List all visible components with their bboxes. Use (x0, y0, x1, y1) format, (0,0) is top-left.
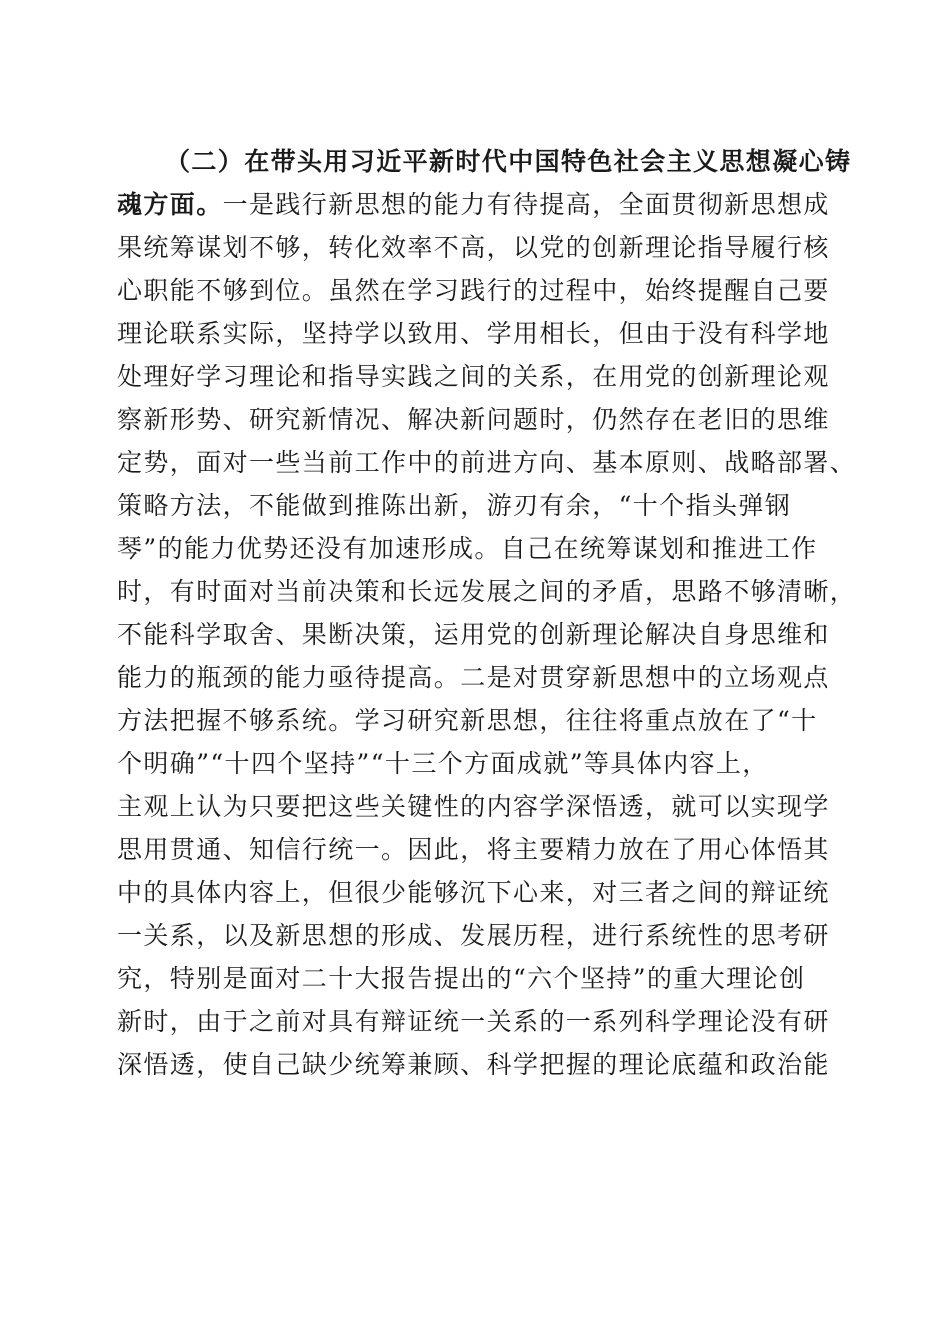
text-line (117, 957, 837, 1000)
text-line (117, 226, 837, 269)
text-segment: 一关系，以及新思想的形成、发展历程，进行系统性的思考研 (117, 921, 830, 950)
text-line (117, 1043, 837, 1086)
text-segment: 定势，面对一些当前工作中的前进方向、基本原则、战略部署、 (117, 448, 857, 477)
text-line (117, 355, 837, 398)
text-line (117, 613, 837, 656)
text-segment: 一是践行新思想的能力有待提高，全面贯彻新思想成 (222, 190, 830, 219)
text-segment: 策略方法，不能做到推陈出新，游刃有余，“十个指头弹钢 (117, 491, 792, 520)
text-segment: 新时，由于之前对具有辩证统一关系的一系列科学理论没有研 (117, 1007, 830, 1036)
text-segment: 究，特别是面对二十大报告提出的“六个坚持”的重大理论创 (117, 964, 806, 993)
text-line (117, 871, 837, 914)
body-paragraph (117, 140, 857, 1086)
text-line (117, 1000, 837, 1043)
text-line (117, 570, 857, 613)
text-line (117, 269, 837, 312)
text-line (117, 785, 837, 828)
text-line (117, 699, 837, 742)
text-segment: 主观上认为只要把这些关键性的内容学深悟透，就可以实现学 (117, 792, 830, 821)
text-line (117, 484, 837, 527)
text-segment: 理论联系实际，坚持学以致用、学用相长，但由于没有科学地 (117, 319, 830, 348)
bold-text-segment: 魂方面。 (117, 190, 223, 219)
text-line (117, 527, 837, 570)
text-line (117, 398, 837, 441)
text-segment: 方法把握不够系统。学习研究新思想，往往将重点放在了“十 (117, 706, 818, 735)
text-segment: 深悟透，使自己缺少统筹兼顾、科学把握的理论底蕴和政治能 (117, 1050, 830, 1079)
text-segment: 时，有时面对当前决策和长远发展之间的矛盾，思路不够清晰， (117, 577, 857, 606)
text-segment: 不能科学取舍、果断决策，运用党的创新理论解决自身思维和 (117, 620, 830, 649)
bold-text-segment: （二）在带头用习近平新时代中国特色社会主义思想凝心铸 (165, 147, 852, 176)
text-line (117, 656, 837, 699)
text-line (117, 140, 852, 183)
text-segment: 思用贯通、知信行统一。因此，将主要精力放在了用心体悟其 (117, 835, 830, 864)
text-segment: 个明确”“十四个坚持”“十三个方面成就”等具体内容上， (117, 749, 769, 778)
text-line (117, 742, 837, 785)
text-segment: 琴”的能力优势还没有加速形成。自己在统筹谋划和推进工作 (117, 534, 818, 563)
text-segment: 心职能不够到位。虽然在学习践行的过程中，始终提醒自己要 (117, 276, 830, 305)
text-segment: 察新形势、研究新情况、解决新问题时，仍然存在老旧的思维 (117, 405, 830, 434)
text-line (117, 914, 837, 957)
text-segment: 能力的瓶颈的能力亟待提高。二是对贯穿新思想中的立场观点 (117, 663, 830, 692)
text-segment: 处理好学习理论和指导实践之间的关系，在用党的创新理论观 (117, 362, 830, 391)
text-segment: 中的具体内容上，但很少能够沉下心来，对三者之间的辩证统 (117, 878, 830, 907)
text-line (117, 183, 837, 226)
text-line (117, 441, 857, 484)
text-line (117, 828, 837, 871)
text-segment: 果统筹谋划不够，转化效率不高，以党的创新理论指导履行核 (117, 233, 830, 262)
text-line (117, 312, 837, 355)
